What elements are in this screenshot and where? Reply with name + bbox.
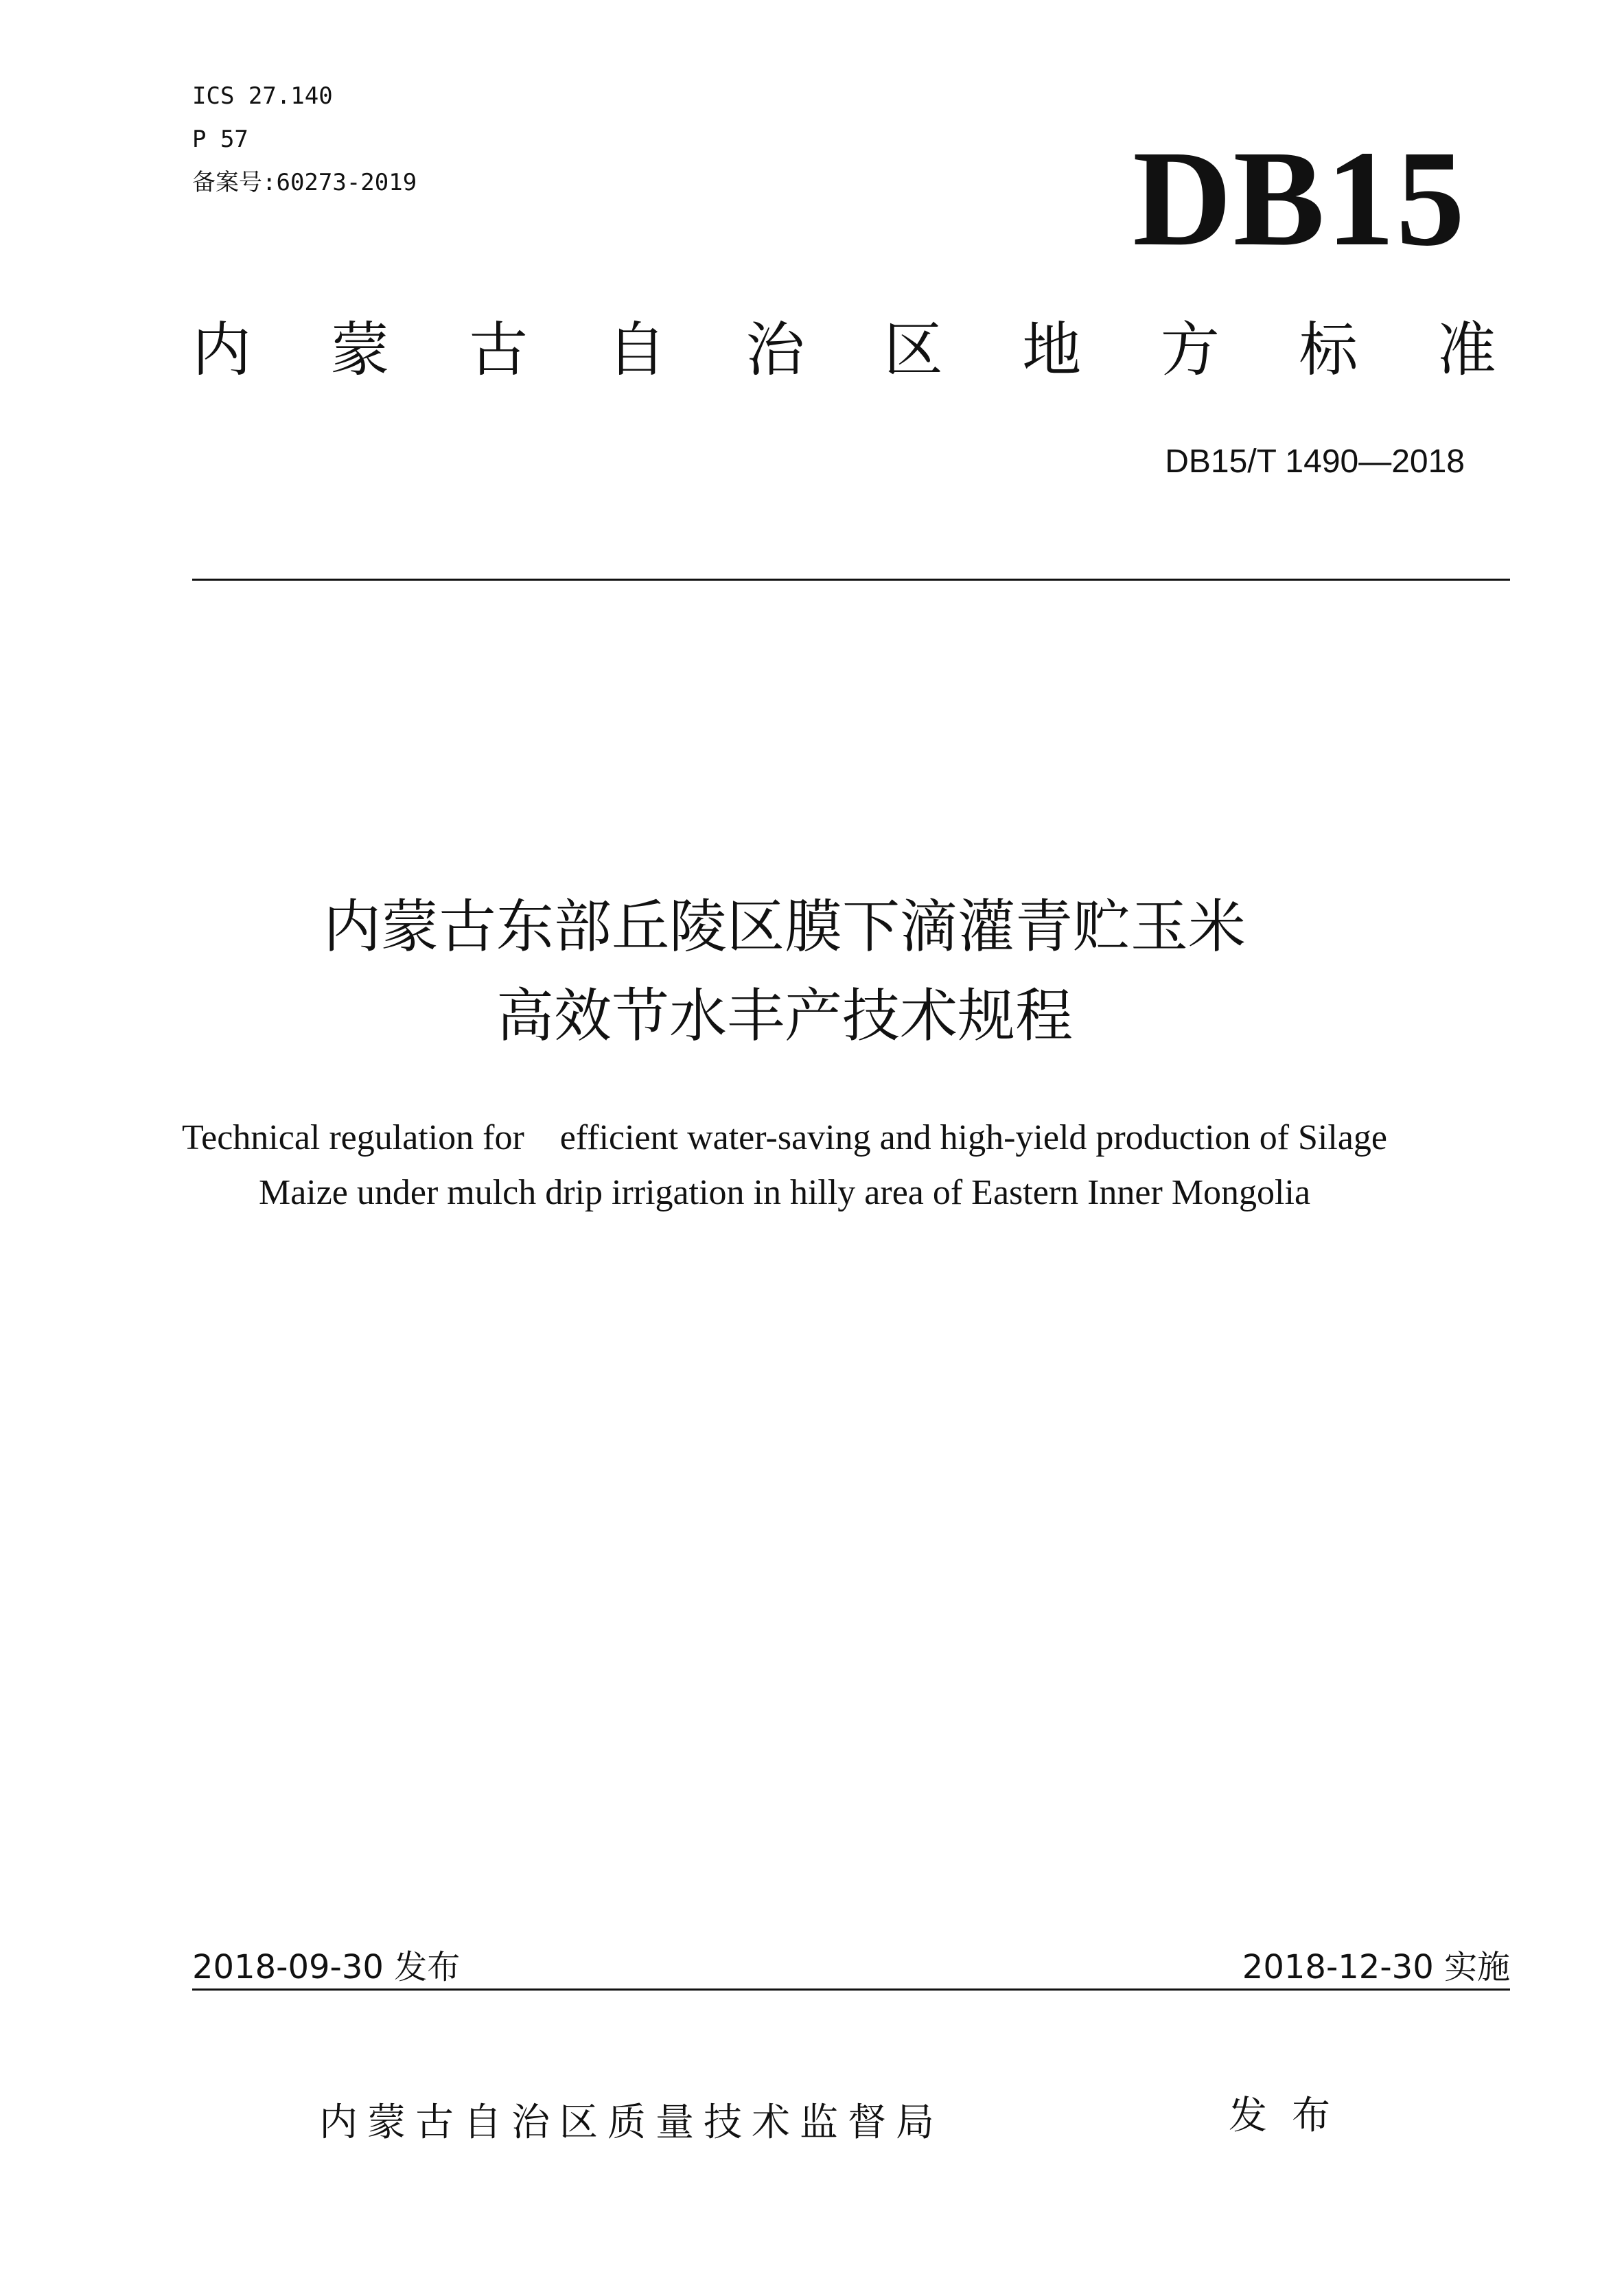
standard-type-char: 方	[1160, 316, 1220, 384]
effective-date: 2018-12-30 实施	[1242, 1948, 1510, 1986]
ics-code: ICS 27.140	[192, 82, 333, 110]
issuing-authority: 内蒙古自治区质量技术监督局	[319, 2100, 944, 2145]
standard-type-char: 区	[883, 316, 943, 384]
header-divider	[192, 579, 1510, 581]
standard-number: DB15/T 1490—2018	[1165, 443, 1465, 480]
standard-type-char: 古	[469, 316, 529, 384]
standard-type-char: 标	[1299, 316, 1358, 384]
footer-divider	[192, 1988, 1510, 1991]
english-title-line-1: Technical regulation for efficient water-saving and high-yield production of Silage	[182, 1118, 1387, 1157]
standard-type-char: 蒙	[330, 316, 390, 384]
standard-type-char: 自	[607, 316, 666, 384]
issue-date: 2018-09-30 发布	[192, 1948, 461, 1986]
standard-type-char: 治	[745, 316, 805, 384]
standard-type-char: 准	[1437, 316, 1496, 384]
chinese-title-line-1: 内蒙古东部丘陵区膜下滴灌青贮玉米	[323, 893, 1246, 960]
standard-type-char: 地	[1022, 316, 1082, 384]
chinese-title-line-2: 高效节水丰产技术规程	[496, 982, 1073, 1050]
standard-type-char: 内	[192, 316, 251, 384]
publish-label: 发布	[1229, 2094, 1355, 2138]
standard-type-heading	[192, 316, 1496, 384]
ccs-code: P 57	[192, 126, 248, 153]
filing-number: 备案号:60273-2019	[192, 169, 417, 196]
english-title-line-2: Maize under mulch drip irrigation in hilly area of Eastern Inner Mongolia	[258, 1173, 1311, 1212]
db-standard-mark: DB15	[1133, 123, 1466, 275]
